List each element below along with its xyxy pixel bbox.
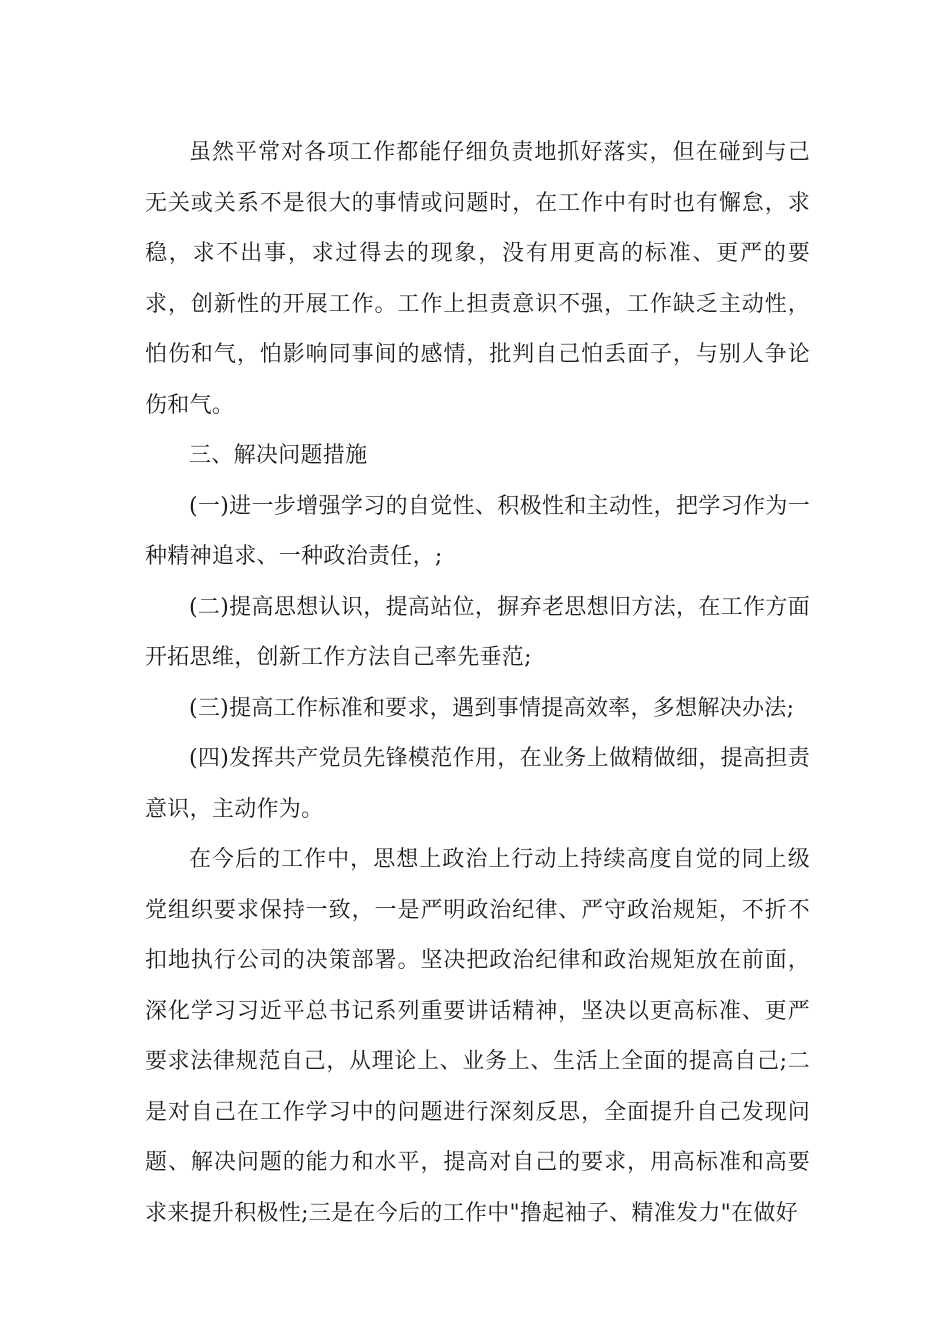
measure-item-3: (三)提高工作标准和要求，遇到事情提高效率，多想解决办法; bbox=[189, 695, 795, 721]
measure-item-2: (二)提高思想认识，提高站位，摒弃老思想旧方法，在工作方面开拓思维，创新工作方法自己率先垂范; bbox=[145, 594, 810, 670]
measure-item-4: (四)发挥共产党员先锋模范作用，在业务上做精做细，提高担责意识，主动作为。 bbox=[145, 746, 810, 822]
document-body bbox=[145, 128, 810, 1239]
paragraph-future-work: 在今后的工作中，思想上政治上行动上持续高度自觉的同上级党组织要求保持一致，一是严明政治纪律、严守政治规矩，不折不扣地执行公司的决策部署。坚决把政治纪律和政治规矩放在前面，深化学习习近平总书记系列重要讲话精神，坚决以更高标准、更严要求法律规范自己，从理论上、业务上、生活上全面的提高自己;二是对自己在工作学习中的问题进行深刻反思，全面提升自己发现问题、解决问题的能力和水平，提高对自己的要求，用高标准和高要求来提升积极性;三是在今后的工作中"撸起袖子、精准发力"在做好 bbox=[145, 847, 810, 1226]
section-heading-solutions: 三、解决问题措施 bbox=[189, 443, 368, 468]
paragraph-attitude-issues: 虽然平常对各项工作都能仔细负责地抓好落实，但在碰到与己无关或关系不是很大的事情或问题时，在工作中有时也有懈怠，求稳，求不出事，求过得去的现象，没有用更高的标准、更严的要求，创新性的开展工作。工作上担责意识不强，工作缺乏主动性，怕伤和气，怕影响同事间的感情，批判自己怕丢面子，与别人争论伤和气。 bbox=[145, 140, 810, 418]
measure-item-1: (一)进一步增强学习的自觉性、积极性和主动性，把学习作为一种精神追求、一种政治责任，; bbox=[145, 493, 810, 569]
